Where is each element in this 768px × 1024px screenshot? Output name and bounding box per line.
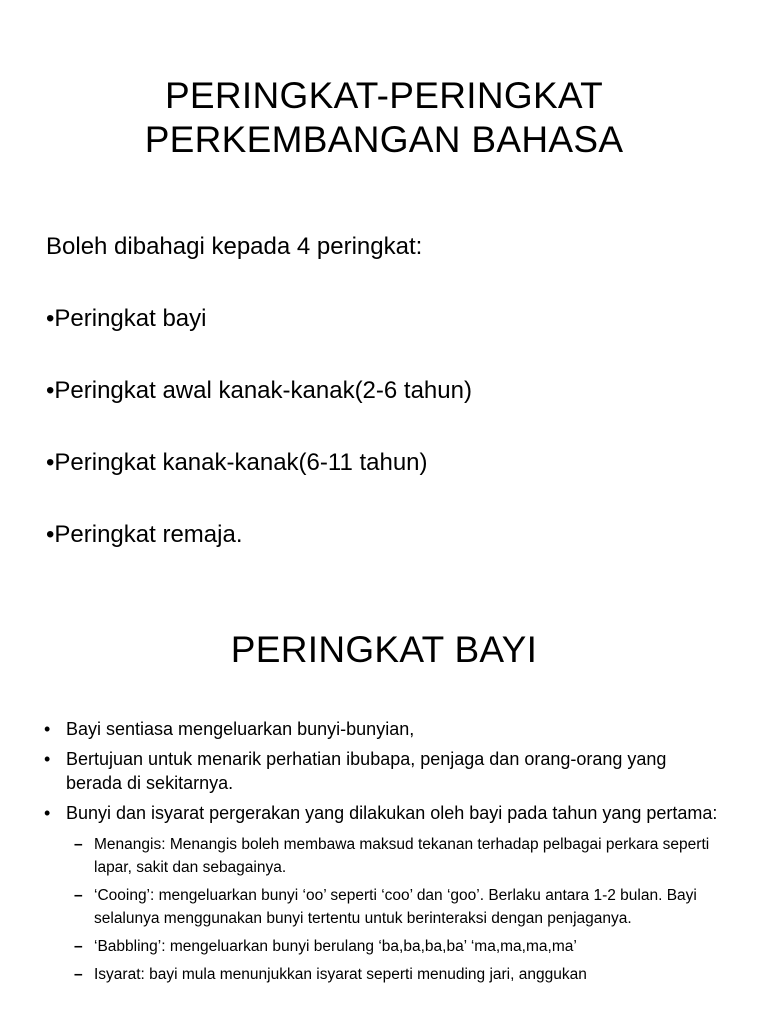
stage-item: •Peringkat remaja. (46, 521, 243, 548)
bullet-list (44, 717, 724, 992)
bullet-marker: • (44, 719, 51, 739)
sub-bullet-item (74, 963, 724, 986)
stage-item: •Peringkat kanak-kanak(6-11 tahun) (46, 449, 428, 476)
sub-bullet-list (74, 833, 724, 986)
bullet-text: Bunyi dan isyarat pergerakan yang dilakukan oleh bayi pada tahun yang pertama: (66, 803, 718, 823)
title-line-1: PERINGKAT-PERINGKAT (164, 75, 604, 116)
bullet-item (44, 801, 724, 986)
title-line-2: PERKEMBANGAN BAHASA (144, 119, 624, 161)
bullet-marker: • (44, 803, 51, 823)
stage-item: •Peringkat awal kanak-kanak(2-6 tahun) (46, 377, 472, 404)
bullet-item (44, 717, 724, 741)
bullet-text: Bayi sentiasa mengeluarkan bunyi-bunyian, (66, 719, 415, 739)
slide-infant-stage (0, 590, 768, 1024)
stage-item: •Peringkat bayi (46, 305, 207, 332)
bullet-marker: • (44, 749, 51, 769)
bullet-text: Bertujuan untuk menarik perhatian ibubapa, penjaga dan orang-orang yang berada di sekitarnya. (66, 749, 667, 793)
dash-marker: – (74, 836, 83, 853)
dash-marker: – (74, 938, 83, 955)
sub-bullet-text: ‘Cooing’: mengeluarkan bunyi ‘oo’ seperti ‘coo’ dan ‘goo’. Berlaku antara 1-2 bulan. Bayi selalunya menggunakan bunyi tertentu untuk berinteraksi dengan penjaganya. (94, 887, 697, 927)
sub-bullet-text: Menangis: Menangis boleh membawa maksud tekanan terhadap pelbagai perkara seperti lapar, sakit dan sebagainya. (94, 836, 710, 876)
intro-text: Boleh dibahagi kepada 4 peringkat: (46, 233, 423, 260)
dash-marker: – (74, 887, 83, 904)
slide-title (0, 74, 768, 163)
sub-bullet-item (74, 833, 724, 879)
dash-marker: – (74, 966, 83, 983)
slide-title: PERINGKAT BAYI (230, 629, 538, 670)
sub-bullet-text: ‘Babbling’: mengeluarkan bunyi berulang ‘ba,ba,ba,ba’ ‘ma,ma,ma,ma’ (94, 938, 577, 955)
bullet-item (44, 747, 724, 795)
sub-bullet-text: Isyarat: bayi mula menunjukkan isyarat seperti menuding jari, anggukan (94, 966, 587, 983)
sub-bullet-item (74, 884, 724, 930)
sub-bullet-item (74, 935, 724, 958)
stage-list (46, 305, 472, 593)
